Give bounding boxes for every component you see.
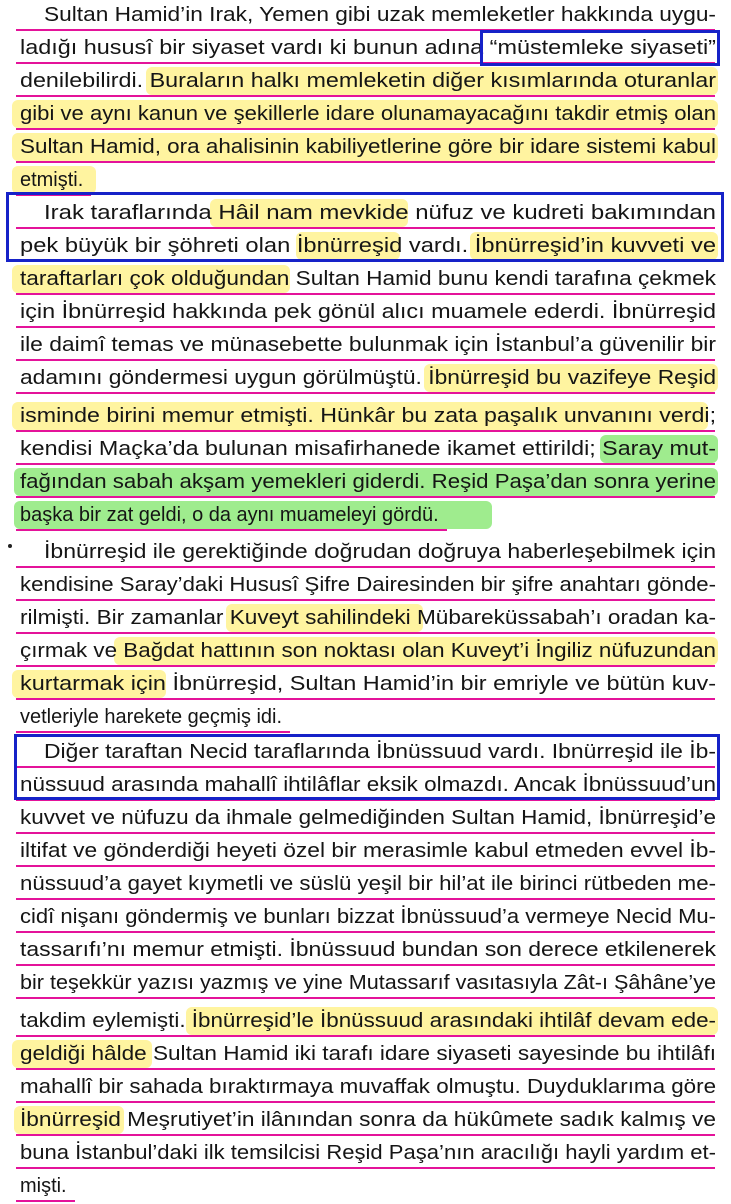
- text-line: [0, 935, 731, 968]
- line-text: buna İstanbul’daki ilk temsilcisi Reşid Paşa’nın aracılığı hayli yardım et-: [20, 1141, 716, 1164]
- text-line: [0, 669, 731, 702]
- text-line: [0, 537, 731, 570]
- line-text: tassarıfı’nı memur etmişti. İbnüssuud bundan son derece etkilenerek: [20, 938, 716, 961]
- line-text: kuvvet ve nüfuzu da ihmale gelmediğinden Sultan Hamid, İbnürreşid’e: [20, 806, 716, 829]
- text-line: [0, 401, 731, 434]
- text-line: [0, 636, 731, 669]
- line-text: başka bir zat geldi, o da aynı muameleyi gördü.: [20, 503, 439, 526]
- text-line: [0, 702, 731, 735]
- line-text: nüssuud arasında mahallî ihtilâflar eksik olmazdı. Ancak İbnüssuud’un: [20, 773, 717, 796]
- line-text: bir teşekkür yazısı yazmış ve yine Mutassarıf vasıtasıyla Zât-ı Şâhâne’ye: [20, 971, 717, 994]
- line-text: Sultan Hamid, ora ahalisinin kabiliyetlerine göre bir idare sistemi kabul: [20, 135, 717, 158]
- box-mustemleke: [480, 30, 720, 66]
- text-line: [0, 968, 731, 1001]
- line-text: Sultan Hamid’in Irak, Yemen gibi uzak memleketler hakkında uygu-: [44, 3, 716, 26]
- text-line: [0, 99, 731, 132]
- text-line: [0, 836, 731, 869]
- text-line: [0, 66, 731, 99]
- line-text: mahallî bir sahada bıraktırmaya muvaffak olmuştu. Duyduklarıma göre: [20, 1075, 717, 1098]
- text-line: [0, 603, 731, 636]
- text-line: [0, 467, 731, 500]
- text-line: [0, 363, 731, 396]
- text-line: [0, 132, 731, 165]
- line-text: Irak taraflarında Hâil nam mevkide nüfuz ve kudreti bakımından: [44, 201, 716, 224]
- line-text: rilmişti. Bir zamanlar Kuveyt sahilindeki Mübareküssabah’ı oradan ka-: [20, 606, 716, 629]
- line-text: için İbnürreşid hakkında pek gönül alıcı muamele ederdi. İbnürreşid: [20, 300, 716, 323]
- line-text: ladığı hususî bir siyaset vardı ki bunun adına “müstemleke siyaseti”: [20, 36, 716, 59]
- text-line: [0, 869, 731, 902]
- text-line: [0, 1072, 731, 1105]
- text-line: [0, 570, 731, 603]
- line-text: Diğer taraftan Necid taraflarında İbnüssuud vardı. Ibnürreşid ile İb-: [44, 740, 716, 763]
- line-text: gibi ve aynı kanun ve şekillerle idare olunamayacağını takdir etmiş olan: [20, 102, 716, 125]
- line-text: ile daimî temas ve münasebette bulunmak için İstanbul’a güvenilir bir: [20, 333, 716, 356]
- text-line: [0, 264, 731, 297]
- line-text: kendisi Maçka’da bulunan misafirhanede ikamet ettirildi; Saray mut-: [20, 437, 716, 460]
- line-text: etmişti.: [20, 168, 84, 191]
- line-text: İbnürreşid Meşrutiyet’in ilânından sonra da hükûmete sadık kalmış ve: [20, 1108, 717, 1131]
- text-line: [0, 297, 731, 330]
- text-line: [0, 434, 731, 467]
- box-paragraph-ibnussuud: [14, 734, 720, 800]
- text-line: [0, 1039, 731, 1072]
- line-text: çırmak ve Bağdat hattının son noktası olan Kuveyt’i İngiliz nüfuzundan: [20, 639, 716, 662]
- text-line: [0, 1006, 731, 1039]
- line-text: kendisine Saray’daki Hususî Şifre Dairesinden bir şifre anahtarı gönde-: [20, 573, 716, 596]
- stray-dot: [8, 544, 12, 548]
- box-paragraph-ibnurresid: [6, 192, 724, 262]
- line-text: iltifat ve gönderdiği heyeti özel bir merasimle kabul etmeden evvel İb-: [20, 839, 716, 862]
- line-text: mişti.: [20, 1174, 67, 1197]
- line-text: pek büyük bir şöhreti olan İbnürreşid vardı. İbnürreşid’in kuvveti ve: [20, 234, 717, 257]
- text-line: [0, 500, 731, 533]
- text-line: [0, 330, 731, 363]
- line-text: denilebilirdi. Buraların halkı memleketin diğer kısımlarında oturanlar: [20, 69, 716, 92]
- line-text: geldiği hâlde Sultan Hamid iki tarafı idare siyaseti sayesinde bu ihtilâfı: [20, 1042, 717, 1065]
- line-text: cidî nişanı göndermiş ve bunları bizzat İbnüssuud’a vermeye Necid Mu-: [20, 905, 716, 928]
- line-text: nüssuud’a gayet kıymetli ve süslü yeşil bir hil’at ile birinci rütbeden me-: [20, 872, 716, 895]
- line-text: adamını göndermesi uygun görülmüştü. İbnürreşid bu vazifeye Reşid: [20, 366, 717, 389]
- line-text: fağından sabah akşam yemekleri giderdi. Reşid Paşa’dan sonra yerine: [20, 470, 716, 493]
- text-line: [0, 0, 731, 33]
- line-text: kurtarmak için İbnürreşid, Sultan Hamid’in bir emriyle ve bütün kuv-: [20, 672, 717, 695]
- line-text: taraftarları çok olduğundan Sultan Hamid bunu kendi tarafına çekmek: [20, 267, 716, 290]
- line-text: takdim eylemişti. İbnürreşid’le İbnüssuud arasındaki ihtilâf devam ede-: [20, 1009, 716, 1032]
- text-line: [0, 902, 731, 935]
- text-line: [0, 1105, 731, 1138]
- line-text: isminde birini memur etmişti. Hünkâr bu zata paşalık unvanını verdi;: [20, 404, 717, 427]
- line-text: İbnürreşid ile gerektiğinde doğrudan doğruya haberleşebilmek için: [44, 540, 717, 563]
- line-text: vetleriyle harekete geçmiş idi.: [20, 705, 283, 728]
- text-line: [0, 1138, 731, 1171]
- text-line: [0, 803, 731, 836]
- text-line: [0, 1171, 731, 1204]
